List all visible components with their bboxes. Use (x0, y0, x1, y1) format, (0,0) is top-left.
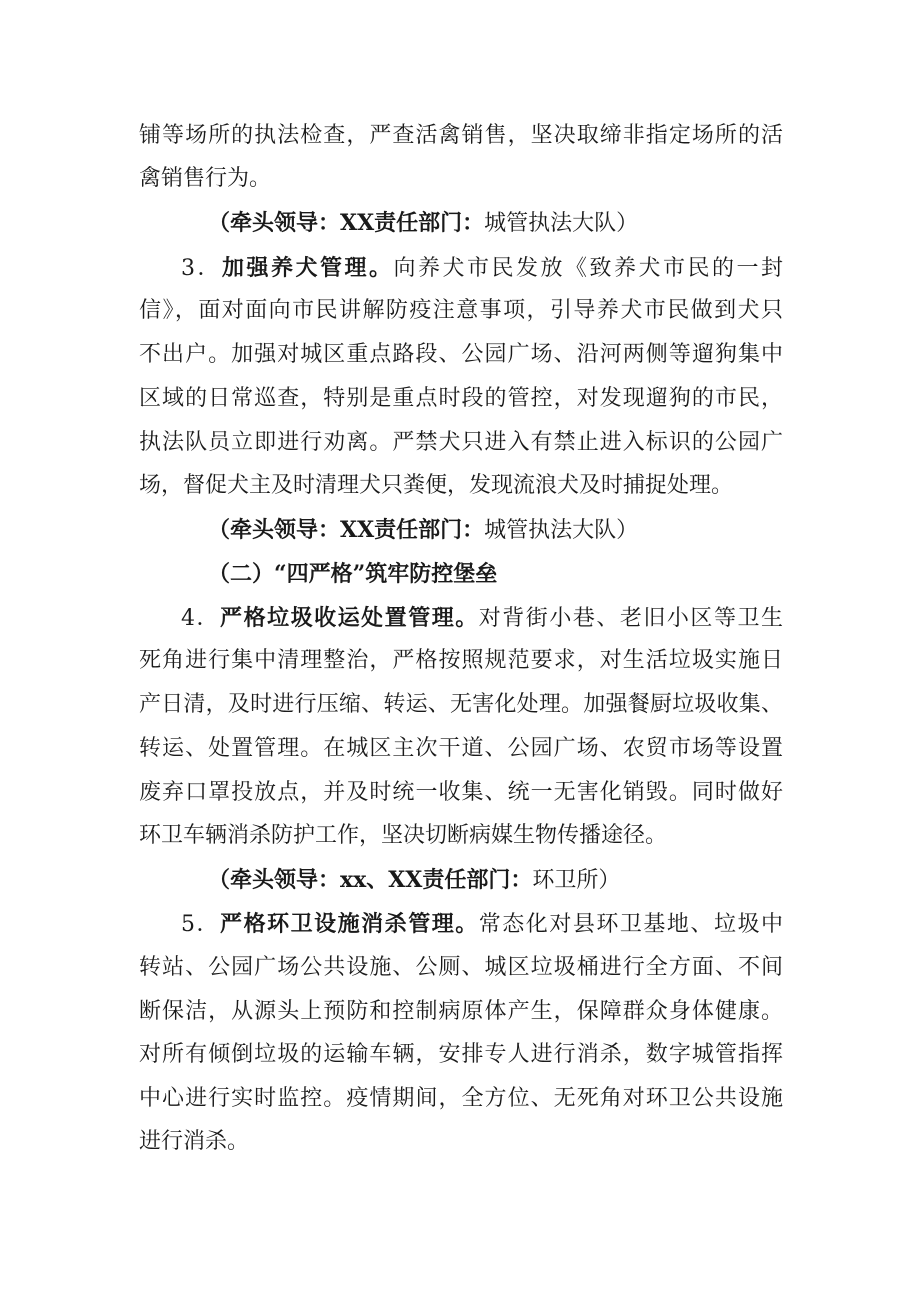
item-text: 向养犬市民发放《致养犬市民的一封 (393, 256, 783, 281)
item-number: 4． (181, 606, 221, 631)
paragraph-line: 铺等场所的执法检查，严查活禽销售，坚决取缔非指定场所的活 (139, 123, 783, 148)
department-name: 环卫所） (532, 868, 621, 893)
paragraph-line: 转运、处置管理。在城区主次干道、公园广场、农贸市场等设置 (139, 736, 783, 761)
item-number: 3． (181, 256, 222, 281)
paragraph-line: 转站、公园广场公共设施、公厕、城区垃圾桶进行全方面、不间 (139, 955, 783, 980)
item-text: 常态化对县环卫基地、垃圾中 (478, 912, 783, 937)
lead-department-note (208, 515, 638, 545)
item-title: 加强养犬管理。 (222, 255, 394, 281)
lead-label: （牵头领导：XX责任部门： (208, 517, 485, 543)
paragraph-line: 场，督促犬主及时清理犬只粪便，发现流浪犬及时捕捉处理。 (139, 473, 734, 498)
lead-label: （牵头领导：xx、XX责任部门： (208, 867, 533, 893)
paragraph-line: 信》，面对面向市民讲解防疫注意事项，引导养犬市民做到犬只 (139, 298, 783, 323)
paragraph-line: 进行消杀。 (139, 1129, 250, 1154)
item-number: 5． (181, 912, 221, 937)
lead-department-note (208, 208, 638, 238)
item-text: 对背街小巷、老旧小区等卫生 (478, 606, 783, 631)
item-4-first-line (181, 603, 783, 633)
paragraph-line: 废弃口罩投放点，并及时统一收集、统一无害化销毁。同时做好 (139, 780, 783, 805)
lead-label: （牵头领导：XX责任部门： (208, 210, 485, 236)
paragraph-line: 环卫车辆消杀防护工作，坚决切断病媒生物传播途径。 (139, 823, 668, 848)
paragraph-line: 中心进行实时监控。疫情期间，全方位、无死角对环卫公共设施 (139, 1086, 783, 1111)
item-title: 严格环卫设施消杀管理。 (220, 911, 479, 937)
paragraph-line: 产日清，及时进行压缩、转运、无害化处理。加强餐厨垃圾收集、 (139, 692, 783, 717)
item-5-first-line (181, 909, 783, 939)
item-3-first-line (181, 253, 783, 283)
department-name: 城管执法大队） (484, 518, 639, 543)
item-title: 严格垃圾收运处置管理。 (220, 605, 479, 631)
paragraph-line: 对所有倾倒垃圾的运输车辆，安排专人进行消杀，数字城管指挥 (139, 1042, 783, 1067)
paragraph-line: 区域的日常巡查，特别是重点时段的管控，对发现遛狗的市民， (139, 386, 783, 411)
lead-department-note (208, 865, 620, 895)
paragraph-line: 断保洁，从源头上预防和控制病原体产生，保障群众身体健康。 (139, 999, 783, 1024)
paragraph-line: 死角进行集中清理整治，严格按照规范要求，对生活垃圾实施日 (139, 648, 783, 673)
paragraph-line: 执法队员立即进行劝离。严禁犬只进入有禁止进入标识的公园广 (139, 430, 783, 455)
paragraph-line: 不出户。加强对城区重点路段、公园广场、沿河两侧等遛狗集中 (139, 342, 783, 367)
section-heading: （二）“四严格”筑牢防控堡垒 (208, 561, 498, 587)
paragraph-line: 禽销售行为。 (139, 166, 272, 191)
department-name: 城管执法大队） (484, 211, 639, 236)
